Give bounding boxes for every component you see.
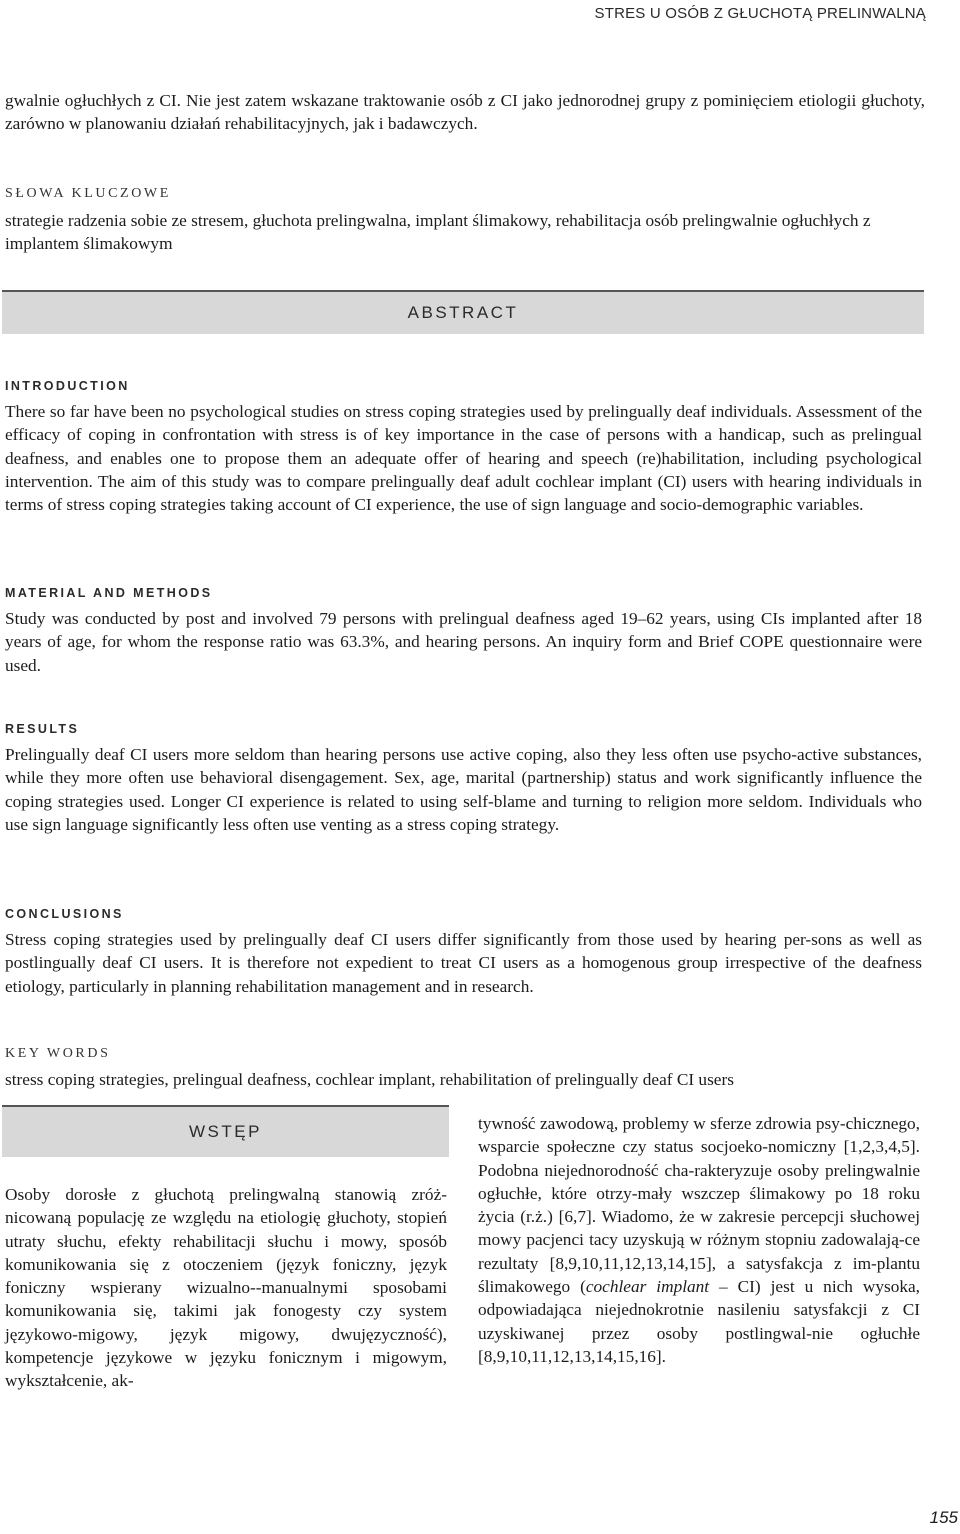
- methods-heading: MATERIAL AND METHODS: [5, 586, 213, 600]
- abstract-banner-label: ABSTRACT: [407, 303, 519, 322]
- methods-text: Study was conducted by post and involved 79 persons with prelingual deafness aged 19–62 years, using CIs implanted after 18 years of age, for whom the response ratio was 63.3%, and hearing persons. An inquiry form and Brief COPE questionnaire were used.: [5, 609, 922, 675]
- body-column-left: Osoby dorosłe z głuchotą prelingwalną stanowią zróż-nicowaną populację ze względu na etiologię głuchoty, stopień utraty słuchu, efekty rehabilitacji słuchu i mowy, sposób komunikowania się z otoczeniem (język foniczny, język foniczny wspierany wizualno--manualnymi sposobami komunikowania się, takimi jak fonogesty czy system językowo-migowy, język migowy, dwujęzyczność), kompetencje językowe w języku fonicznym i migowym, wykształcenie, ak-: [5, 1185, 447, 1391]
- intro-paragraph: gwalnie ogłuchłych z CI. Nie jest zatem wskazane traktowanie osób z CI jako jednorodnej grupy z pominięciem etiologii głuchoty, zarówno w planowaniu działań rehabilitacyjnych, jak i badawczych.: [5, 91, 925, 134]
- page-number: 155: [929, 1508, 958, 1527]
- conclusions-text: Stress coping strategies used by prelingually deaf CI users differ significantly from those used by hearing per-sons as well as postlingually deaf CI users. It is therefore not expedient to treat CI users as a homogenous group irrespective of the deafness etiology, particularly in planning rehabilitation management and in research.: [5, 930, 922, 996]
- keywords-en-text: stress coping strategies, prelingual deafness, cochlear implant, rehabilitation of prelingually deaf CI users: [5, 1070, 734, 1089]
- results-text: Prelingually deaf CI users more seldom than hearing persons use active coping, also they less often use psycho-active substances, while they more often use behavioral disengagement. Sex, age, marital (partnership) status and work significantly influence the coping strategies used. Longer CI experience is related to using self-blame and turning to religion more seldom. Individuals who use sign language significantly less often use venting as a stress coping strategy.: [5, 745, 922, 834]
- introduction-heading: INTRODUCTION: [5, 379, 130, 393]
- wstep-banner: [2, 1105, 449, 1157]
- conclusions-heading: CONCLUSIONS: [5, 907, 124, 921]
- body-right-part-1: tywność zawodową, problemy w sferze zdrowia psy-chicznego, wsparcie społeczne czy status socjoeko-nomiczny [1,2,3,4,5]. Podobna niejednorodność cha-rakteryzuje osoby prelingwalnie ogłuchłe, które otrzy-mały wszczep ślimakowy po 18 roku życia (r.ż.) [6,7]. Wiadomo, że w zakresie percepcji słuchowej mowy pacjenci tacy uzyskują w różnym stopniu zadowalają-ce rezultaty [8,9,10,11,12,13,14,15], a satysfakcja z im-plantu ślimakowego (: [478, 1114, 920, 1297]
- body-right-italic-term: cochlear implant: [585, 1277, 710, 1297]
- introduction-text: There so far have been no psychological studies on stress coping strategies used by prelingually deaf individuals. Assessment of the efficacy of coping in confrontation with stress is of key importance in the case of persons with a handicap, such as prelingual deafness, and enables one to propose them an adequate offer of hearing and speech (re)habilitation, including psychological intervention. The aim of this study was to compare prelingually deaf adult cochlear implant (CI) users with hearing individuals in terms of stress coping strategies taking account of CI experience, the use of sign language and socio-demographic variables.: [5, 402, 922, 515]
- results-heading: RESULTS: [5, 722, 80, 736]
- wstep-banner-label: WSTĘP: [189, 1122, 262, 1141]
- keywords-en-heading: KEY WORDS: [5, 1046, 111, 1061]
- keywords-pl-heading: SŁOWA KLUCZOWE: [5, 186, 171, 201]
- keywords-pl-text: strategie radzenia sobie ze stresem, głuchota prelingwalna, implant ślimakowy, rehabilitacja osób prelingwalnie ogłuchłych z implantem ślimakowym: [5, 211, 871, 254]
- body-right-part-2: – CI) jest u nich wysoka, odpowiadająca niejednokrotnie nasileniu satysfakcji z CI uzyskiwanej przez osoby postlingwal-nie ogłuchłe [8,9,10,11,12,13,14,15,16].: [478, 1277, 920, 1366]
- body-column-right: [478, 1112, 920, 1368]
- abstract-banner: [2, 290, 924, 334]
- running-header: STRES U OSÓB Z GŁUCHOTĄ PRELINWALNĄ: [594, 5, 926, 22]
